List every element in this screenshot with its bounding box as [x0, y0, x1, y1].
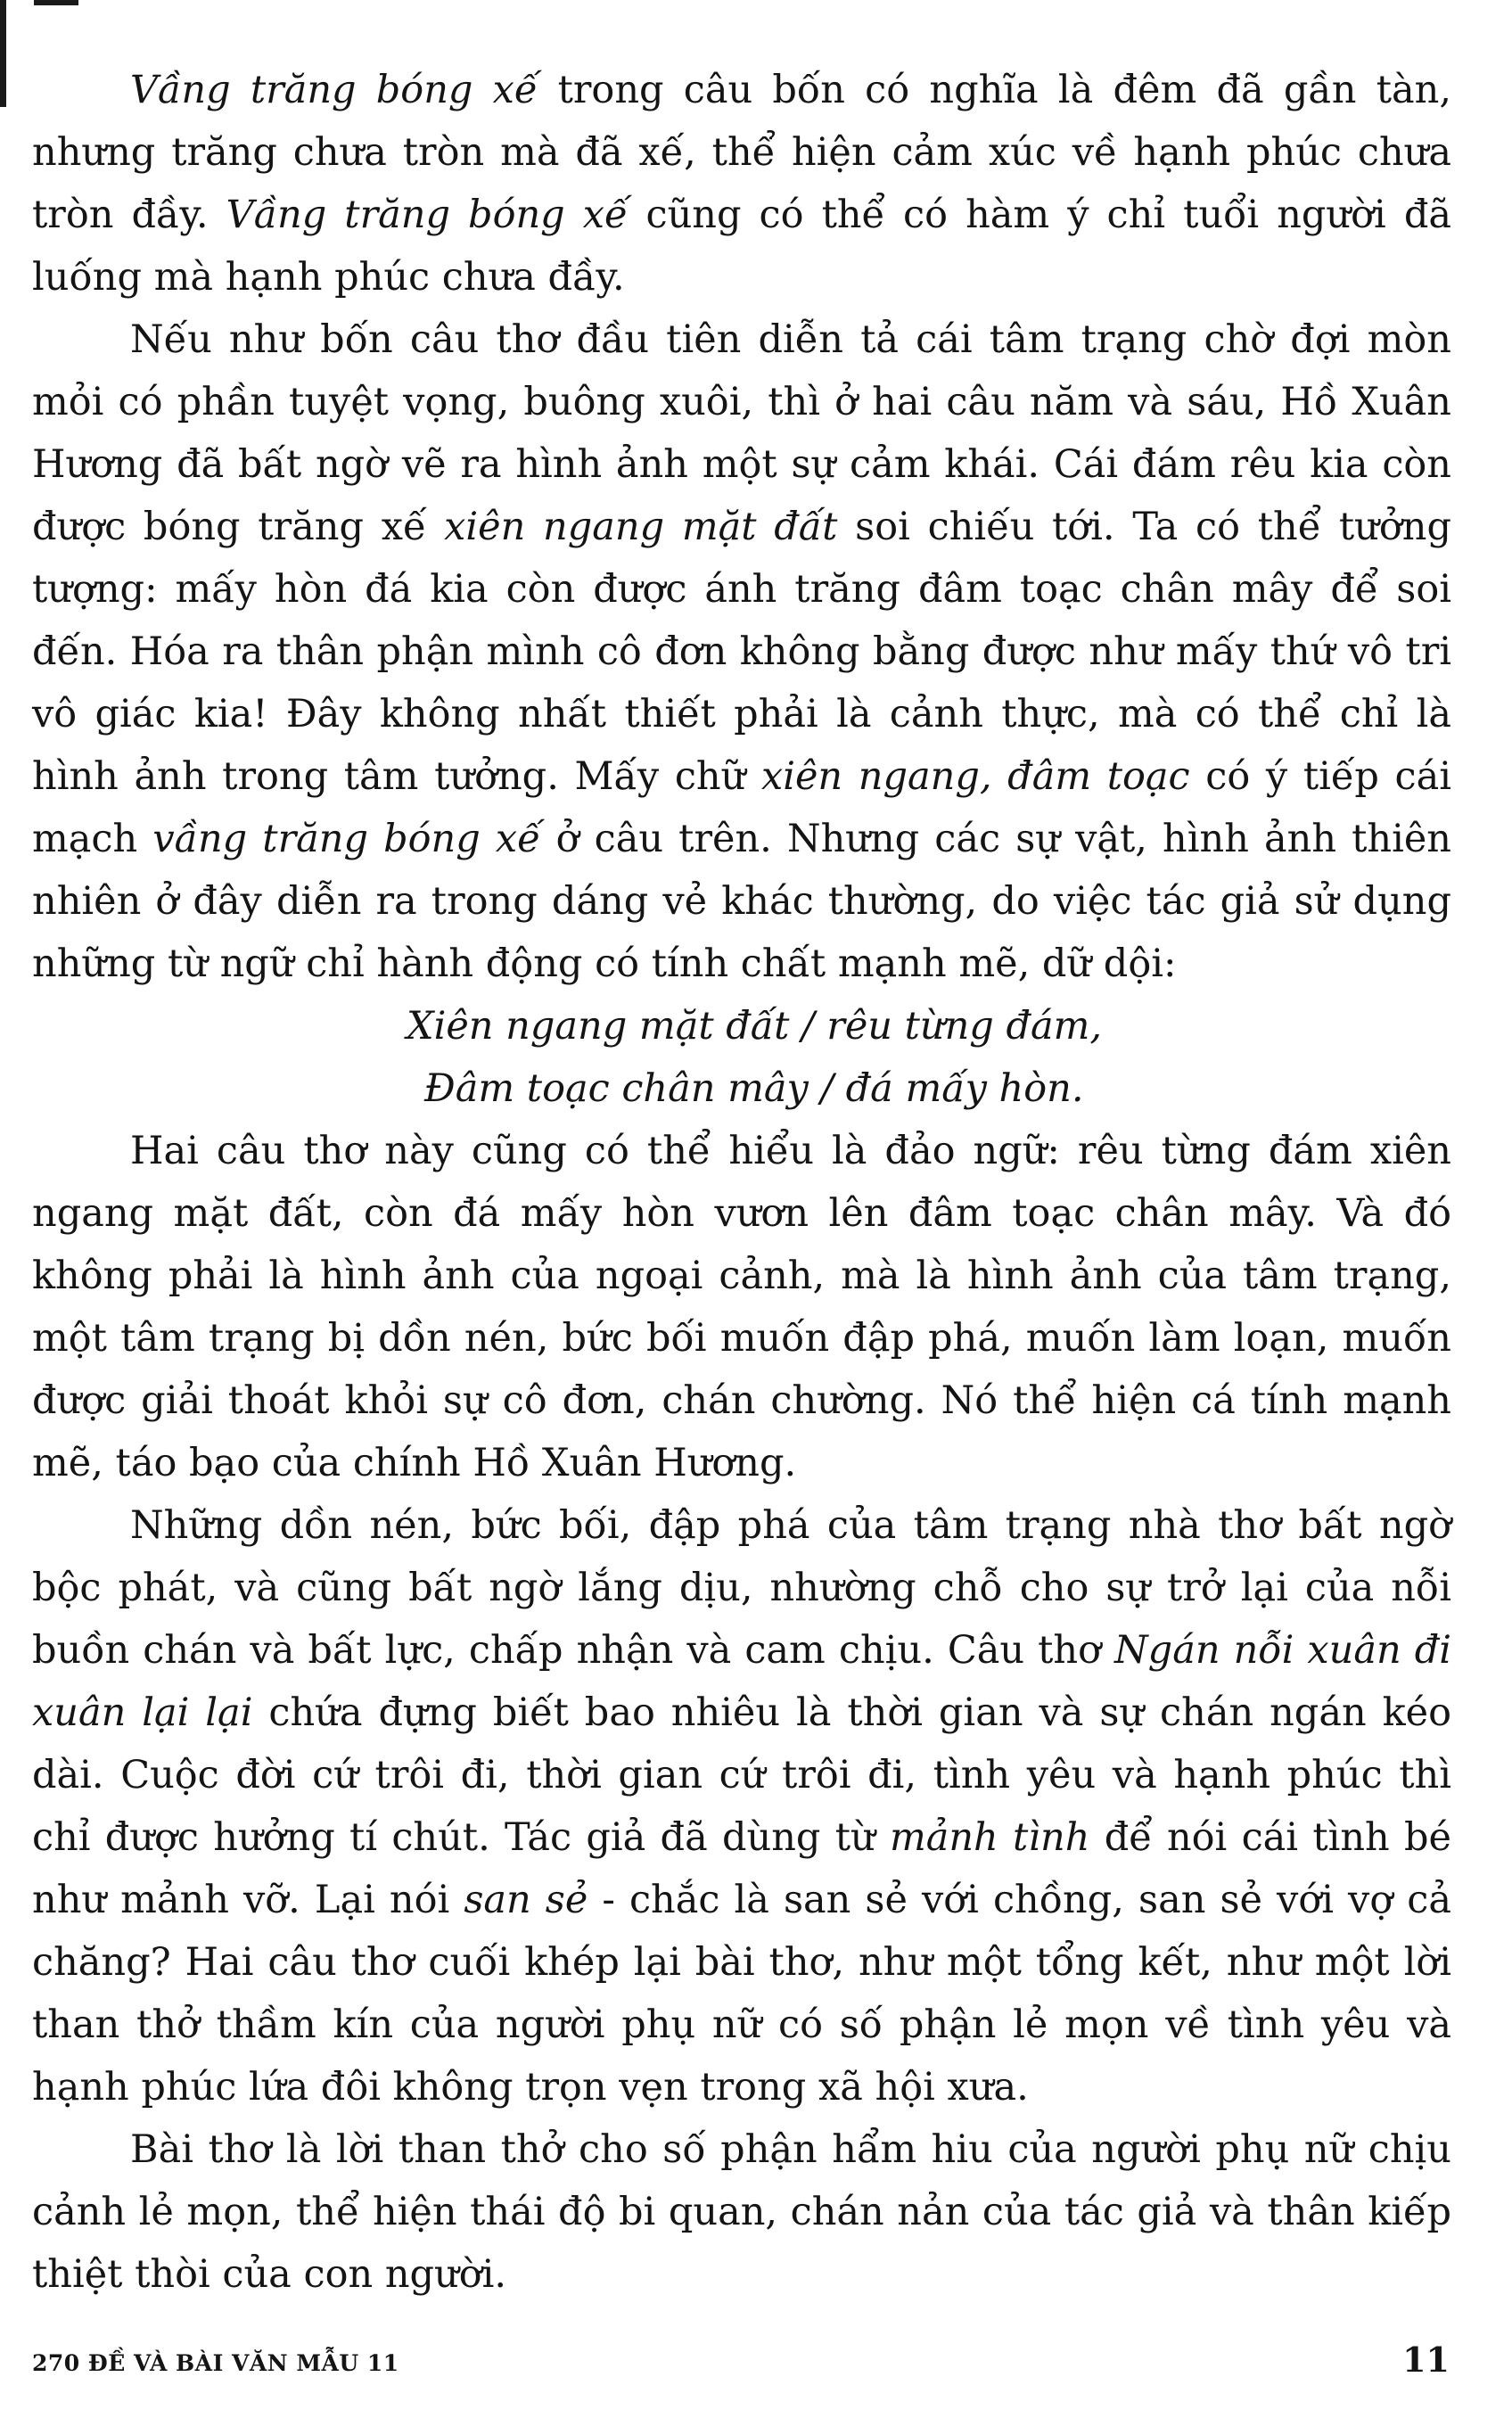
- scan-top-mark: [34, 0, 78, 5]
- text-run: Hai câu thơ này cũng có thể hiểu là đảo ngữ: rêu từng đám xiên ngang mặt đất, còn đá mấy hòn vươn lên đâm toạc chân mây. Và đó không phải là hình ảnh của ngoại cảnh, mà là hình ảnh của tâm trạng, một tâm trạng bị dồn nén, bức bối muốn đập phá, muốn làm loạn, muốn được giải thoát khỏi sự cô đơn, chán chường. Nó thể hiện cá tính mạnh mẽ, táo bạo của chính Hồ Xuân Hương.: [32, 1129, 1451, 1485]
- text-run: ở câu trên. Nhưng các sự vật, hình ảnh thiên nhiên ở đây diễn ra trong dáng vẻ khác thường, do việc tác giả sử dụng những từ ngữ chỉ hành động có tính chất mạnh mẽ, dữ dội:: [32, 817, 1452, 986]
- italic-phrase: san sẻ: [464, 1878, 588, 1922]
- verse-line-2: Đâm toạc chân mây / đá mấy hòn.: [424, 1066, 1084, 1111]
- italic-phrase: mảnh tình: [889, 1815, 1090, 1860]
- paragraph-3: [32, 1120, 1451, 1494]
- text-run: trong câu bốn có nghĩa là đêm đã gần tàn, nhưng trăng chưa tròn mà đã xế, thể hiện cảm xúc về hạnh phúc chưa tròn đầy.: [32, 68, 1451, 237]
- text-run: chứa đựng biết bao nhiêu là thời gian và sự chán ngán kéo dài. Cuộc đời cứ trôi đi, thời gian cứ trôi đi, tình yêu và hạnh phúc thì chỉ được hưởng tí chút. Tác giả đã dùng từ: [32, 1690, 1451, 1860]
- italic-phrase: Ngán nỗi xuân đi xuân lại lại: [32, 1628, 1451, 1735]
- paragraph-5: [32, 2118, 1451, 2306]
- scan-edge-mark: [0, 0, 6, 107]
- text-run: Những dồn nén, bức bối, đập phá của tâm trạng nhà thơ bất ngờ bộc phát, và cũng bất ngờ lắng dịu, nhường chỗ cho sự trở lại của nỗi buồn chán và bất lực, chấp nhận và cam chịu. Câu thơ: [32, 1503, 1451, 1673]
- verse-line-1: Xiên ngang mặt đất / rêu từng đám,: [407, 1004, 1103, 1049]
- text-run: để nói cái tình bé như mảnh vỡ. Lại nói: [32, 1815, 1451, 1922]
- paragraph-2: [32, 308, 1451, 995]
- text-run: cũng có thể có hàm ý chỉ tuổi người đã luống mà hạnh phúc chưa đầy.: [32, 193, 1451, 300]
- page-number: 11: [1402, 2340, 1450, 2380]
- body-text: [32, 59, 1451, 2306]
- italic-phrase: Vầng trăng bóng xế: [226, 193, 629, 237]
- text-run: soi chiếu tới. Ta có thể tưởng tượng: mấy hòn đá kia còn được ánh trăng đâm toạc chân mây để soi đến. Hóa ra thân phận mình cô đơn không bằng được như mấy thứ vô tri vô giác kia! Đây không nhất thiết phải là cảnh thực, mà có thể chỉ là hình ảnh trong tâm tưởng. Mấy chữ: [32, 505, 1451, 799]
- paragraph-1: [32, 59, 1451, 308]
- text-run: - chắc là san sẻ với chồng, san sẻ với vợ cả chăng? Hai câu thơ cuối khép lại bài thơ, như một tổng kết, như một lời than thở thầm kín của người phụ nữ có số phận lẻ mọn về tình yêu và hạnh phúc lứa đôi không trọn vẹn trong xã hội xưa.: [32, 1878, 1451, 2110]
- paragraph-4: [32, 1494, 1451, 2118]
- italic-phrase: vầng trăng bóng xế: [152, 817, 541, 861]
- text-run: Nếu như bốn câu thơ đầu tiên diễn tả cái tâm trạng chờ đợi mòn mỏi có phần tuyệt vọng, buông xuôi, thì ở hai câu năm và sáu, Hồ Xuân Hương đã bất ngờ vẽ ra hình ảnh một sự cảm khái. Cái đám rêu kia còn được bóng trăng xế: [32, 317, 1451, 549]
- text-run: Bài thơ là lời than thở cho số phận hẩm hiu của người phụ nữ chịu cảnh lẻ mọn, thể hiện thái độ bi quan, chán nản của tác giả và thân kiếp thiệt thòi của con người.: [32, 2127, 1451, 2297]
- book-title-footer: 270 ĐỀ VÀ BÀI VĂN MẪU 11: [32, 2350, 399, 2376]
- italic-phrase: xiên ngang mặt đất: [444, 505, 838, 549]
- italic-phrase: Vầng trăng bóng xế: [130, 68, 538, 112]
- italic-phrase: xiên ngang, đâm toạc: [760, 754, 1190, 799]
- text-run: có ý tiếp cái mạch: [32, 754, 1452, 861]
